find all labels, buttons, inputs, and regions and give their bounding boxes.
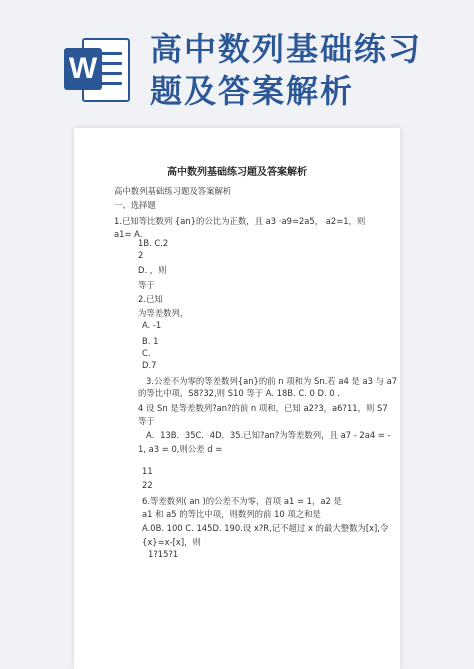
document-line: 11 bbox=[142, 466, 153, 476]
document-title: 高中数列基础练习题及答案解析 bbox=[167, 167, 307, 178]
document-line: A．13B．35C．4D．35.已知?an?为等差数列，且 a7 - 2a4 = - bbox=[146, 430, 391, 440]
document-line: 等于 bbox=[138, 280, 155, 290]
document-line: 的等比中项，S8?32,则 S10 等于 A. 18B. C. 0 D. 0 . bbox=[138, 388, 340, 398]
document-line: a1= A. bbox=[114, 229, 143, 239]
word-badge: W bbox=[64, 48, 102, 90]
page-title-line-1: 高中数列基础练习 bbox=[150, 30, 423, 68]
document-line: C. bbox=[142, 348, 151, 358]
document-line: 2 bbox=[138, 250, 144, 260]
document-line: 2.已知 bbox=[138, 294, 163, 304]
document-line: 1.已知等比数列 {an}的公比为正数，且 a3 ·a9=2a5， a2=1，则 bbox=[114, 216, 366, 226]
document-line: {x}=x-[x]，则 bbox=[142, 537, 201, 547]
document-line: D. ，则 bbox=[138, 265, 167, 275]
document-sheet bbox=[74, 128, 400, 669]
document-line: A. -1 bbox=[142, 320, 162, 330]
document-line: 1?15?1 bbox=[148, 549, 179, 559]
page-title-line-2: 题及答案解析 bbox=[150, 72, 355, 110]
document-line: 4 设 Sn 是等差数列?an?的前 n 项和，已知 a2?3，a6?11，则 S7 bbox=[138, 403, 388, 413]
document-line: A.0B. 100 C. 145D. 190.设 x?R,记不超过 x 的最大整数为[x],令 bbox=[142, 523, 389, 533]
header-banner bbox=[0, 0, 474, 118]
document-line: 一、选择题 bbox=[114, 200, 156, 210]
document-line: 6.等差数列( an )的公差不为零，首项 a1 = 1，a2 是 bbox=[142, 496, 342, 506]
document-line: 1B. C.2 bbox=[138, 238, 169, 248]
page-title bbox=[150, 28, 450, 112]
document-line: 为等差数列， bbox=[138, 308, 189, 318]
document-line: 等于 bbox=[138, 416, 155, 426]
document-line: 22 bbox=[142, 480, 153, 490]
document-line: 3.公差不为零的等差数列{an}的前 n 项和为 Sn.若 a4 是 a3 与 a7 bbox=[146, 376, 398, 386]
document-line: D.7 bbox=[142, 360, 157, 370]
document-line: a1 和 a5 的等比中项，则数列的前 10 项之和是 bbox=[142, 509, 321, 519]
word-document-icon bbox=[64, 34, 134, 106]
document-line: 1, a3 = 0,则公差 d = bbox=[138, 444, 223, 454]
document-line: B. 1 bbox=[142, 336, 159, 346]
document-line: 高中数列基础练习题及答案解析 bbox=[114, 186, 232, 196]
